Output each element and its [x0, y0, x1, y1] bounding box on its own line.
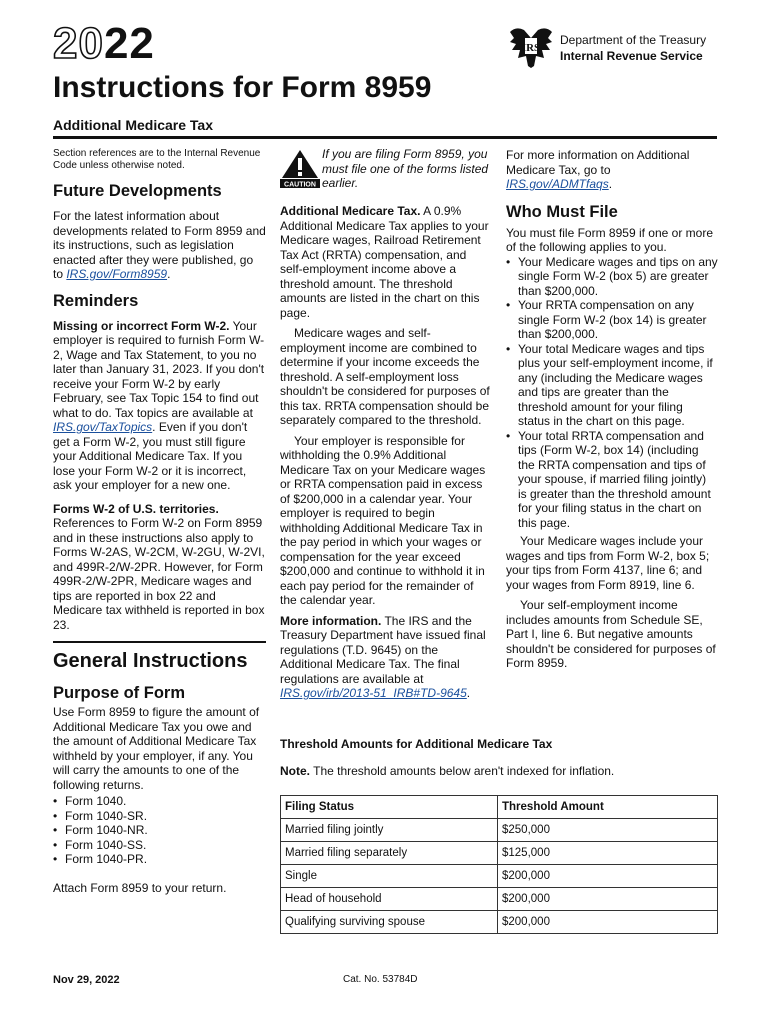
- additional-medicare-tax-paragraph: Additional Medicare Tax. A 0.9% Additional Medicare Tax applies to your Medicare wages, Railroad Retirement Tax Act (RRTA) compensation, and self-employment income above a threshold amount. The threshold amounts are listed in the chart on this page.: [280, 204, 489, 320]
- column-header-filing-status: Filing Status: [281, 796, 498, 819]
- column-header-threshold-amount: Threshold Amount: [498, 796, 718, 819]
- column-3: [506, 148, 718, 680]
- threshold-note: Note. The threshold amounts below aren't indexed for inflation.: [280, 764, 615, 778]
- svg-text:IRS: IRS: [521, 42, 541, 54]
- agency-name: Department of the Treasury Internal Revenue Service: [560, 33, 707, 63]
- missing-w2-paragraph: Missing or incorrect Form W-2. Your employer is required to furnish Form W-2, Wage and Tax Statement, to you no later than January 31, 2023. If you don't receive your Form W-2 by early February, see Tax Topic 154 to find out what to do. Tax topics are available at IRS.gov/TaxTopics. Even if you don't get a Form W-2, you must still figure your Additional Medicare Tax. If you lose your Form W-2 or it is incorrect, ask your employer for a new one.: [53, 318, 265, 492]
- reminders-heading: Reminders: [53, 291, 139, 310]
- self-employment-paragraph: Your self-employment income includes amounts from Schedule SE, Part I, line 6. But negative amounts shouldn't be considered for purposes of Form 8959.: [506, 598, 716, 670]
- who-must-file-list: [506, 255, 718, 531]
- list-item: • Your Medicare wages and tips on any single Form W-2 (box 5) are greater than $200,000.: [506, 255, 718, 299]
- table-row: [281, 865, 718, 888]
- form-year: 2022: [53, 19, 155, 68]
- medicare-wages-paragraph: Your Medicare wages include your wages and tips from Form W-2, box 5; your tips from Form 4137, line 6; and your wages from Form 8919, line 6.: [506, 534, 710, 592]
- form8959-link[interactable]: IRS.gov/Form8959: [66, 267, 168, 281]
- caution-text: If you are filing Form 8959, you must file one of the forms listed earlier.: [322, 147, 489, 190]
- threshold-table-title: Threshold Amounts for Additional Medicare Tax: [280, 737, 553, 751]
- return-forms-list: [53, 794, 266, 867]
- list-item: • Form 1040-SS.: [53, 838, 266, 853]
- more-info-text: For more information on Additional Medicare Tax, go to IRS.gov/ADMTfaqs.: [506, 148, 690, 191]
- purpose-text: Use Form 8959 to figure the amount of Additional Medicare Tax you owe and the amount of Additional Medicare Tax withheld by your employer, if any. You will carry the amounts to one of the following returns.: [53, 705, 260, 792]
- page-subtitle: Additional Medicare Tax: [53, 117, 213, 133]
- threshold-amount-cell: $200,000: [498, 865, 718, 888]
- list-item: • Form 1040-NR.: [53, 823, 266, 838]
- list-item: • Your RRTA compensation on any single Form W-2 (box 14) is greater than $200,000.: [506, 298, 718, 342]
- wages-combined-paragraph: Medicare wages and self-employment income are combined to determine if your income exceeds the threshold. A self-employment loss shouldn't be considered for purposes of this tax. RRTA compensation should be separately compared to the threshold.: [280, 326, 490, 427]
- threshold-amount-cell: $200,000: [498, 888, 718, 911]
- list-item: • Your total RRTA compensation and tips (Form W-2, box 14) (including the RRTA compensation and tips of your spouse, if married filing jointly) is greater than the threshold amount for your filing status in the chart on this page.: [506, 429, 718, 531]
- future-developments-text: For the latest information about developments related to Form 8959 and its instructions, such as legislation enacted after they were published, go to IRS.gov/Form8959.: [53, 209, 266, 281]
- section-references: Section references are to the Internal Revenue Code unless otherwise noted.: [53, 148, 261, 171]
- who-must-file-heading: Who Must File: [506, 202, 618, 221]
- admt-faqs-link[interactable]: IRS.gov/ADMTfaqs: [506, 177, 609, 191]
- column-2: [280, 204, 492, 710]
- attach-text: Attach Form 8959 to your return.: [53, 880, 227, 895]
- table-row: [281, 819, 718, 842]
- list-item: • Form 1040.: [53, 794, 266, 809]
- employer-withholding-paragraph: Your employer is responsible for withholding the 0.9% Additional Medicare Tax on your Medicare wages or RRTA compensation paid in excess of $200,000 in a calendar year. Your employer is required to begin withholding Additional Medicare Tax in the pay period in which your wages or compensation for the year exceed $200,000 and continue to withhold it in each pay period for the remainder of the calendar year.: [280, 433, 486, 607]
- tax-topics-link[interactable]: IRS.gov/TaxTopics: [53, 420, 153, 434]
- list-item: • Form 1040-PR.: [53, 852, 266, 867]
- threshold-amount-cell: $250,000: [498, 819, 718, 842]
- footer-date: Nov 29, 2022: [53, 974, 120, 986]
- more-information-paragraph: More information. The IRS and the Treasury Department have issued final regulations (T.D. 9645) on the Additional Medicare Tax. The final regulations are available at IRS.gov/irb/2013-51_IRB#TD-9645.: [280, 613, 486, 700]
- territories-paragraph: Forms W-2 of U.S. territories. References to Form W-2 on Form 8959 and in these instructions also apply to Forms W-2AS, W-2CM, W-2GU, W-2VI, and 499R-2/W-2PR. However, for Form 499R-2/W-2PR, Medicare wages and tips are reported in box 22 and Medicare tax withheld is reported in box 23.: [53, 501, 265, 632]
- caution-icon: [280, 148, 320, 188]
- column-1: [53, 148, 266, 904]
- filing-status-cell: Single: [281, 865, 498, 888]
- list-item: • Your total Medicare wages and tips plus your self-employment income, if any (including the Medicare wages and tips are greater than the threshold amount for your filing status in the chart on this page.: [506, 342, 718, 429]
- future-developments-heading: Future Developments: [53, 182, 222, 200]
- filing-status-cell: Qualifying surviving spouse: [281, 911, 498, 934]
- list-item: • Form 1040-SR.: [53, 809, 266, 824]
- purpose-heading: Purpose of Form: [53, 684, 186, 702]
- table-header-row: [281, 796, 718, 819]
- general-instructions-heading: General Instructions: [53, 641, 266, 673]
- table-row: [281, 842, 718, 865]
- caution-label: CAUTION: [284, 181, 316, 188]
- threshold-amount-cell: $200,000: [498, 911, 718, 934]
- page-title: Instructions for Form 8959: [53, 71, 432, 104]
- table-row: [281, 911, 718, 934]
- threshold-table: [280, 795, 718, 934]
- title-rule: [53, 136, 717, 139]
- catalog-number: Cat. No. 53784D: [343, 974, 418, 985]
- filing-status-cell: Married filing separately: [281, 842, 498, 865]
- filing-status-cell: Married filing jointly: [281, 819, 498, 842]
- irb-link[interactable]: IRS.gov/irb/2013-51_IRB#TD-9645: [280, 686, 467, 700]
- threshold-amount-cell: $125,000: [498, 842, 718, 865]
- table-row: [281, 888, 718, 911]
- who-must-file-intro: You must file Form 8959 if one or more of the following applies to you.: [506, 225, 713, 254]
- irs-eagle-logo: [506, 24, 556, 70]
- filing-status-cell: Head of household: [281, 888, 498, 911]
